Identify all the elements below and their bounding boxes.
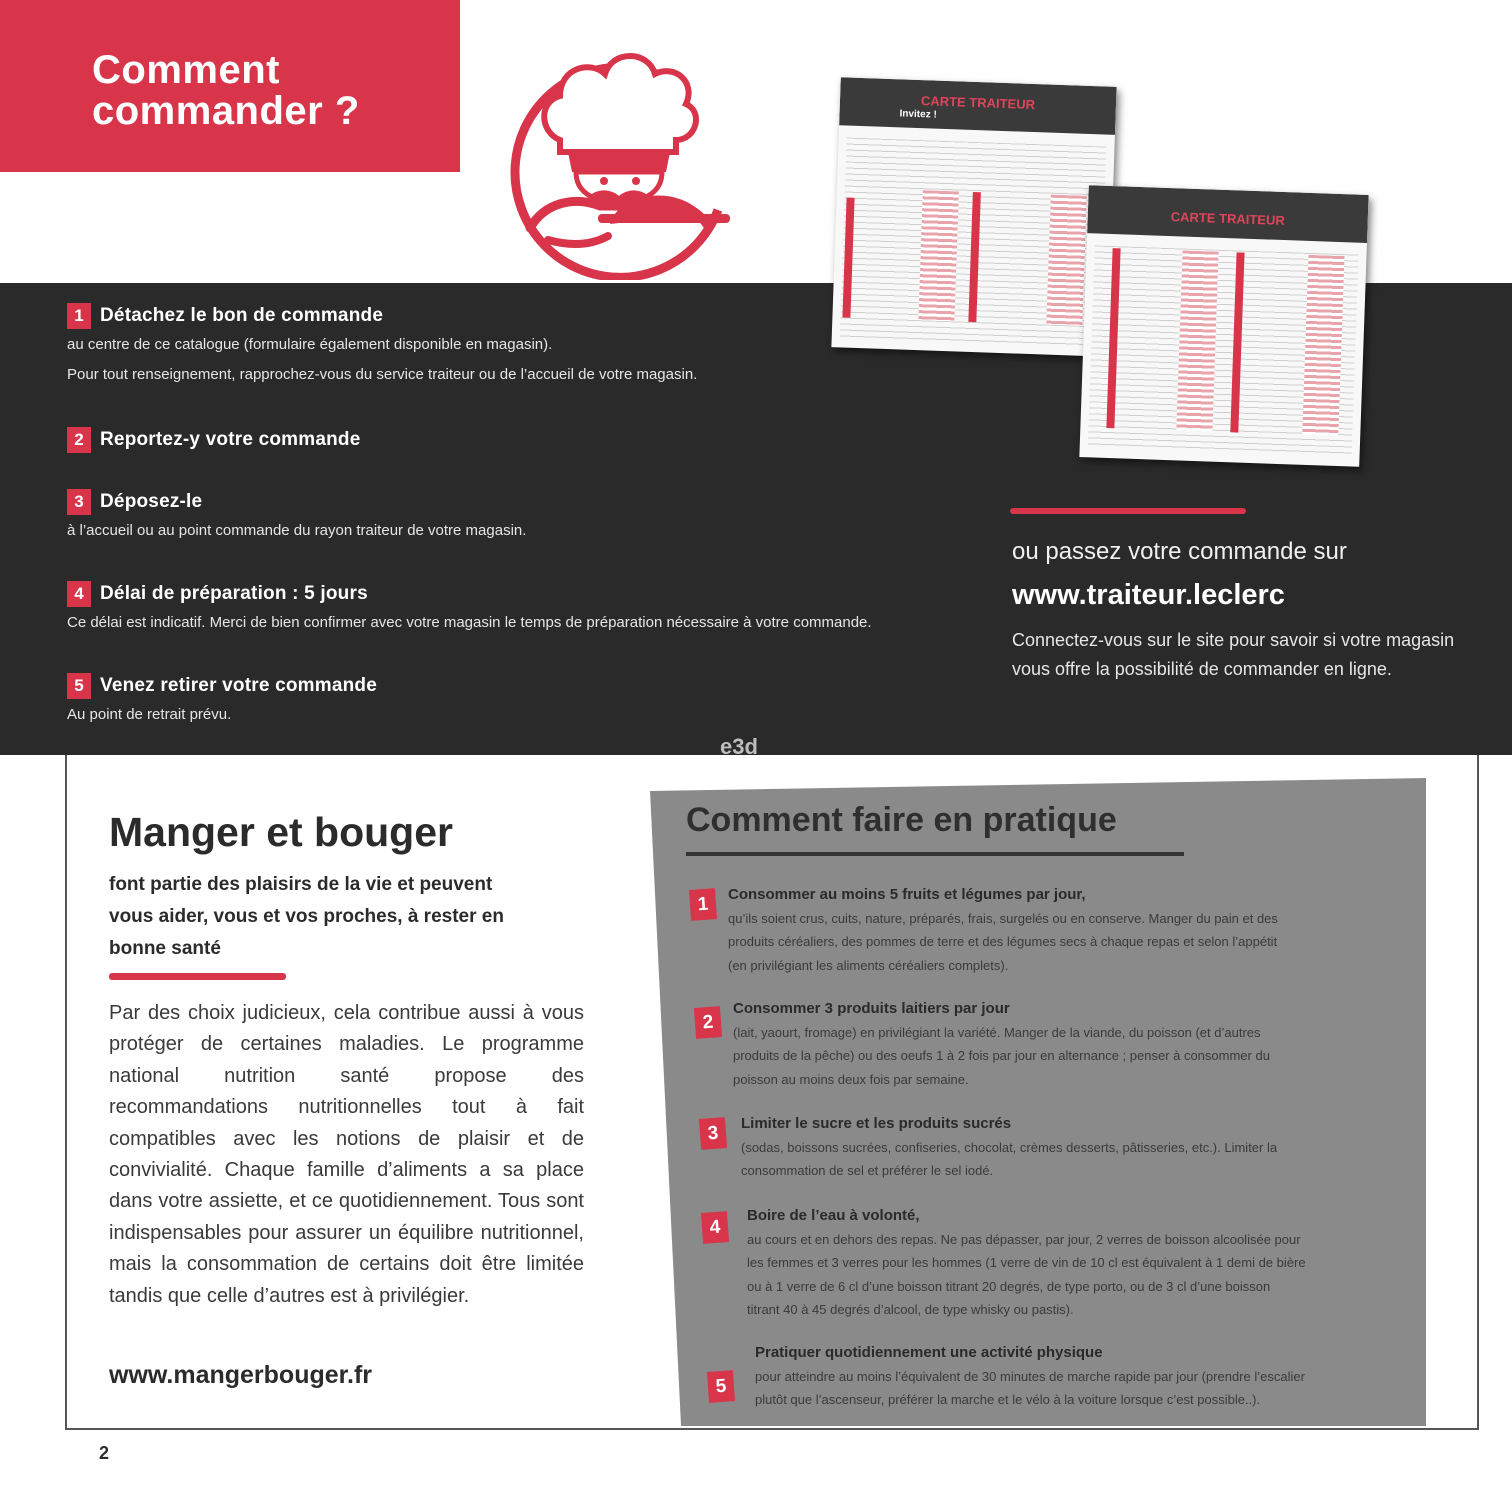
step-2 [67, 427, 361, 453]
mangerbouger-website-link[interactable]: www.mangerbouger.fr [109, 1361, 373, 1389]
tip-desc: pour atteindre au moins l’équivalent de 30 minutes de marche rapide par jour (prendre l’escalier [755, 1369, 1305, 1384]
step-number: 5 [67, 673, 91, 699]
traiteur-website-link[interactable]: www.traiteur.leclerc [1012, 579, 1285, 611]
online-intro: ou passez votre commande sur [1012, 538, 1347, 565]
tip-desc: plutôt que l’ascenseur, préférer la marche et le vélo à la voiture lorsque c’est possible..). [755, 1392, 1261, 1408]
tip-number: 1 [689, 888, 717, 921]
step-1 [67, 303, 697, 390]
tip-desc: titrant 40 à 45 degrés d’alcool, de type whisky ou pastis). [747, 1302, 1074, 1318]
step-title: Reportez-y votre commande [100, 429, 361, 450]
practice-title: Comment faire en pratique [686, 801, 1117, 839]
divider-rule [1010, 508, 1246, 514]
step-number: 2 [67, 427, 91, 453]
step-desc: Au point de retrait prévu. [67, 706, 232, 723]
page-number: 2 [99, 1443, 110, 1463]
tip-number: 5 [707, 1370, 735, 1403]
online-description: Connectez-vous sur le site pour savoir si votre magasin vous offre la possibilité de commander en ligne. [1012, 630, 1455, 679]
sheet-title: CARTE TRAITEUR [1170, 209, 1286, 229]
step-title: Détachez le bon de commande [100, 305, 384, 326]
practice-title-rule [686, 852, 1184, 856]
step-3 [67, 489, 526, 546]
practice-panel [650, 778, 1426, 1426]
divider-rule [109, 973, 286, 980]
page-title [92, 50, 432, 132]
sheet-subtitle: Invitez ! [899, 108, 937, 121]
tip-desc: produits de la pêche) ou des oeufs 1 à 2 fois par jour en alternance ; penser à consommer du [733, 1048, 1270, 1064]
manger-bouger-subtitle: font partie des plaisirs de la vie et peuvent vous aider, vous et vos proches, à rester en bonne santé [109, 874, 504, 959]
tip-desc: qu’ils soient crus, cuits, nature, préparés, frais, surgelés ou en conserve. Manger du pain et des [728, 911, 1278, 926]
sheet-title: CARTE TRAITEUR [920, 93, 1036, 113]
step-desc: à l’accueil ou au point commande du rayon traiteur de votre magasin. [67, 522, 527, 539]
step-5 [67, 673, 377, 730]
step-title: Délai de préparation : 5 jours [100, 583, 368, 604]
tip-desc: ou à 1 verre de 6 cl d’une boisson titrant 20 degrés, de type porto, ou de 3 cl d’une boisson [747, 1278, 1271, 1294]
header-banner [0, 0, 460, 172]
order-form-sheet-1 [831, 77, 1116, 356]
tip-number: 2 [694, 1006, 722, 1039]
tip-title: Consommer au moins 5 fruits et légumes par jour, [728, 886, 1086, 903]
tip-title: Pratiquer quotidiennement une activité physique [755, 1344, 1103, 1361]
manger-bouger-body: Par des choix judicieux, cela contribue aussi à vous protéger de certaines maladies. Le programme national nutrition santé propose des recommandations nutritionnelles tout à fait compatibles avec les notions de plaisir et de convivialité. Chaque famille d’aliments a sa place dans votre assiette, et ce quotidiennement. Tous sont indispensables pour assurer un équilibre nutritionnel, mais la consommation de certains doit être limitée tandis que celle d’autres est à privilégier. [109, 1002, 584, 1307]
step-title: Venez retirer votre commande [100, 675, 377, 696]
tip-number: 4 [701, 1211, 729, 1244]
manger-bouger-title: Manger et bouger [109, 809, 453, 855]
step-title: Déposez-le [100, 491, 203, 512]
faded-text: e3d [720, 734, 758, 759]
step-desc: Ce délai est indicatif. Merci de bien confirmer avec votre magasin le temps de préparation nécessaire à votre commande. [67, 614, 872, 631]
tip-desc: (en privilégiant les aliments céréaliers complets). [728, 957, 1009, 973]
step-desc: Pour tout renseignement, rapprochez-vous du service traiteur ou de l’accueil de votre magasin. [67, 366, 698, 383]
step-number: 3 [67, 489, 91, 515]
tip-desc: consommation de sel et préférer le sel iodé. [741, 1163, 994, 1179]
sheet-header [1087, 185, 1369, 243]
tip-title: Consommer 3 produits laitiers par jour [733, 1000, 1010, 1017]
sheet-header [839, 77, 1117, 135]
sheet-price-column [1176, 251, 1218, 432]
tip-desc: (sodas, boissons sucrées, confiseries, chocolat, crèmes desserts, pâtisseries, etc.). Limiter la [741, 1140, 1278, 1155]
tip-desc: produits céréaliers, des pommes de terre et des légumes secs à chaque repas et selon l’appétit [728, 934, 1278, 950]
sheet-price-column [1302, 255, 1344, 436]
tip-desc: les femmes et 3 verres pour les hommes (1 verre de vin de 10 cl est équivalent à 1 demi de bière [747, 1255, 1306, 1271]
tip-title: Boire de l’eau à volonté, [747, 1207, 920, 1224]
tip-title: Limiter le sucre et les produits sucrés [741, 1115, 1012, 1132]
chef-holding-cloche-icon [490, 40, 740, 280]
order-form-sheet-2 [1079, 185, 1368, 467]
step-number: 4 [67, 581, 91, 607]
sheet-price-column [1046, 195, 1087, 326]
step-4 [67, 581, 872, 638]
title-line-2: commander ? [92, 89, 360, 133]
tip-desc: (lait, yaourt, fromage) en privilégiant la variété. Manger de la viande, du poisson (et d’autres [733, 1025, 1261, 1040]
step-number: 1 [67, 303, 91, 329]
step-desc: au centre de ce catalogue (formulaire également disponible en magasin). [67, 336, 553, 353]
tip-desc: au cours et en dehors des repas. Ne pas dépasser, par jour, 2 verres de boisson alcoolisée pour [747, 1232, 1301, 1247]
sheet-price-column [918, 190, 959, 321]
tip-number: 3 [699, 1117, 727, 1150]
title-line-1: Comment [92, 48, 280, 92]
tip-desc: poisson au moins deux fois par semaine. [733, 1071, 969, 1087]
